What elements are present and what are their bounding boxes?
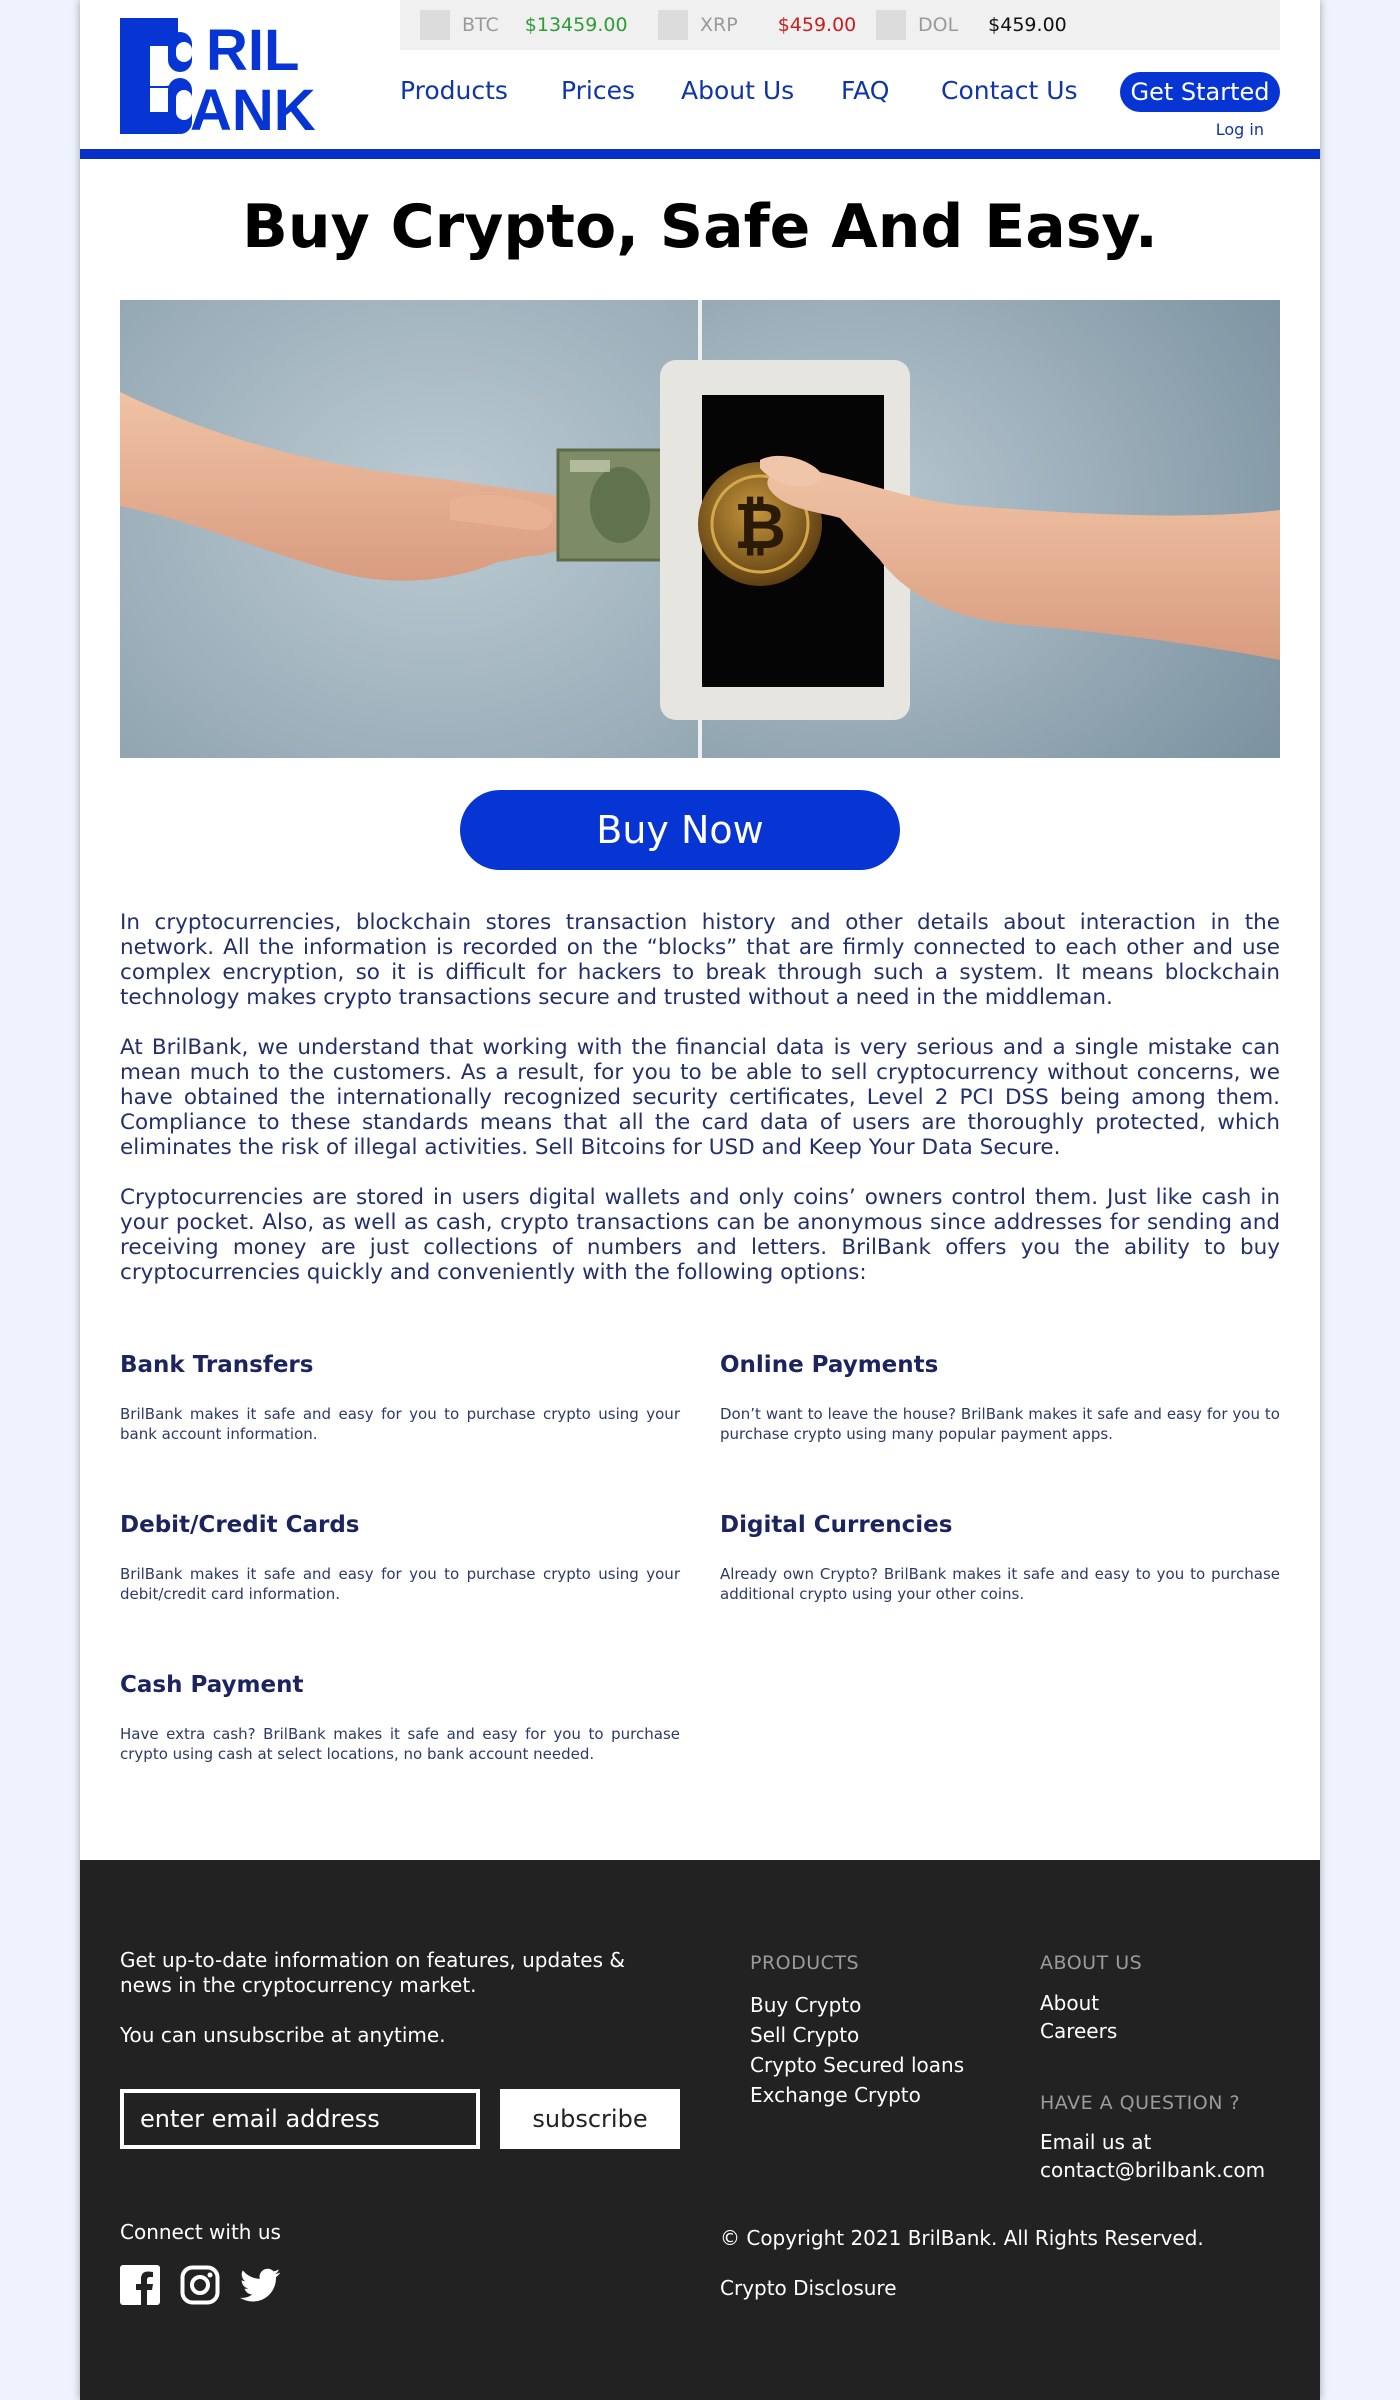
ticker-item-xrp bbox=[658, 0, 856, 50]
ticker-price: $13459.00 bbox=[524, 14, 628, 36]
buy-now-button[interactable]: Buy Now bbox=[460, 790, 900, 870]
instagram-icon[interactable] bbox=[180, 2265, 220, 2305]
main-nav bbox=[400, 72, 1280, 112]
login-link[interactable]: Log in bbox=[1215, 120, 1264, 139]
option-text: Already own Crypto? BrilBank makes it safe and easy to you to purchase additional crypto using your other coins. bbox=[720, 1565, 1280, 1603]
option-title: Online Payments bbox=[720, 1352, 939, 1378]
option-title: Bank Transfers bbox=[120, 1352, 314, 1378]
price-ticker bbox=[400, 0, 1280, 50]
header-divider bbox=[80, 149, 1320, 159]
get-started-button[interactable]: Get Started bbox=[1120, 72, 1280, 112]
ticker-item-btc bbox=[420, 0, 628, 50]
ticker-symbol: BTC bbox=[462, 14, 499, 36]
svg-text:₿: ₿ bbox=[733, 490, 787, 564]
option-text: Have extra cash? BrilBank makes it safe and easy for you to purchase crypto using cash at select locations, no bank account needed. bbox=[120, 1725, 680, 1763]
twitter-icon[interactable] bbox=[240, 2265, 280, 2305]
site-footer bbox=[80, 1860, 1320, 2400]
option-text: BrilBank makes it safe and easy for you to purchase crypto using your debit/credit card information. bbox=[120, 1565, 680, 1603]
page bbox=[80, 0, 1320, 2400]
logo-text-line2: ANK bbox=[190, 78, 316, 134]
connect-text: Connect with us bbox=[120, 2220, 281, 2244]
ticker-price: $459.00 bbox=[988, 14, 1067, 36]
newsletter-text: Get up-to-date information on features, updates & news in the cryptocurrency market. bbox=[120, 1948, 625, 1997]
ticker-symbol: DOL bbox=[918, 14, 959, 36]
ticker-item-dol bbox=[876, 0, 1067, 50]
unsubscribe-text: You can unsubscribe at anytime. bbox=[120, 2023, 446, 2047]
nav-about-us[interactable]: About Us bbox=[681, 76, 795, 105]
option-text: Don’t want to leave the house? BrilBank makes it safe and easy for you to purchase crypto using many popular payment apps. bbox=[720, 1405, 1280, 1443]
option-cash-payment bbox=[120, 1672, 680, 1764]
coin-icon bbox=[658, 10, 688, 40]
option-online-payments bbox=[720, 1352, 1280, 1444]
ticker-price: $459.00 bbox=[777, 14, 857, 36]
intro-paragraph: At BrilBank, we understand that working with the financial data is very serious and a single mistake can mean much to the customers. As a result, for you to be able to sell cryptocurrency without concerns, we have obtained the internationally recognized security certificates, Level 2 PCI DSS being among them. Compliance to these standards means that all the card data of users are thoroughly protected, which eliminates the risk of illegal activities. Sell Bitcoins for USD and Keep Your Data Secure. bbox=[120, 1035, 1280, 1160]
option-debit-credit-cards bbox=[120, 1512, 680, 1604]
email-input[interactable] bbox=[120, 2089, 480, 2149]
nav-faq[interactable]: FAQ bbox=[841, 76, 890, 105]
coin-icon bbox=[876, 10, 906, 40]
option-digital-currencies bbox=[720, 1512, 1280, 1604]
ticker-symbol: XRP bbox=[700, 14, 738, 36]
crypto-disclosure-link[interactable]: Crypto Disclosure bbox=[720, 2276, 897, 2300]
footer-link-crypto-secured-loans[interactable]: Crypto Secured loans bbox=[750, 2053, 965, 2077]
option-title: Debit/Credit Cards bbox=[120, 1512, 360, 1538]
products-heading: PRODUCTS bbox=[750, 1952, 860, 1974]
about-heading: ABOUT US bbox=[1040, 1952, 1143, 1974]
hero-image bbox=[120, 300, 1280, 758]
nav-contact-us[interactable]: Contact Us bbox=[941, 76, 1078, 105]
footer-link-sell-crypto[interactable]: Sell Crypto bbox=[750, 2023, 860, 2047]
facebook-icon[interactable] bbox=[120, 2265, 160, 2305]
intro-section bbox=[120, 910, 1280, 1310]
option-bank-transfers bbox=[120, 1352, 680, 1444]
footer-link-careers[interactable]: Careers bbox=[1040, 2019, 1118, 2043]
intro-paragraph: Cryptocurrencies are stored in users digital wallets and only coins’ owners control them. Just like cash in your pocket. Also, as well as cash, crypto transactions can be anonymous since addresses for sending and receiving money are just collections of numbers and letters. BrilBank offers you the ability to buy cryptocurrencies quickly and conveniently with the following options: bbox=[120, 1185, 1280, 1285]
footer-link-exchange-crypto[interactable]: Exchange Crypto bbox=[750, 2083, 921, 2107]
nav-prices[interactable]: Prices bbox=[561, 76, 636, 105]
option-text: BrilBank makes it safe and easy for you to purchase crypto using your bank account information. bbox=[120, 1405, 680, 1443]
copyright-text: © Copyright 2021 BrilBank. All Rights Reserved. bbox=[720, 2226, 1204, 2250]
page-title: Buy Crypto, Safe And Easy. bbox=[242, 192, 1158, 262]
logo-text-line1: RIL bbox=[206, 18, 300, 83]
email-label: Email us at bbox=[1040, 2130, 1152, 2154]
subscribe-button[interactable]: subscribe bbox=[500, 2089, 680, 2149]
contact-email-link[interactable]: contact@brilbank.com bbox=[1040, 2158, 1266, 2182]
brilbank-logo[interactable] bbox=[120, 18, 362, 134]
coin-icon bbox=[420, 10, 450, 40]
option-title: Digital Currencies bbox=[720, 1512, 953, 1538]
question-heading: HAVE A QUESTION ? bbox=[1040, 2092, 1241, 2114]
intro-paragraph: In cryptocurrencies, blockchain stores transaction history and other details about interaction in the network. All the information is recorded on the “blocks” that are firmly connected to each other and use complex encryption, so it is difficult for hackers to break through such a system. It means blockchain technology makes crypto transactions secure and trusted without a need in the middleman. bbox=[120, 910, 1280, 1010]
nav-products[interactable]: Products bbox=[400, 76, 508, 105]
footer-link-buy-crypto[interactable]: Buy Crypto bbox=[750, 1993, 862, 2017]
option-title: Cash Payment bbox=[120, 1672, 304, 1698]
footer-link-about[interactable]: About bbox=[1040, 1991, 1100, 2015]
